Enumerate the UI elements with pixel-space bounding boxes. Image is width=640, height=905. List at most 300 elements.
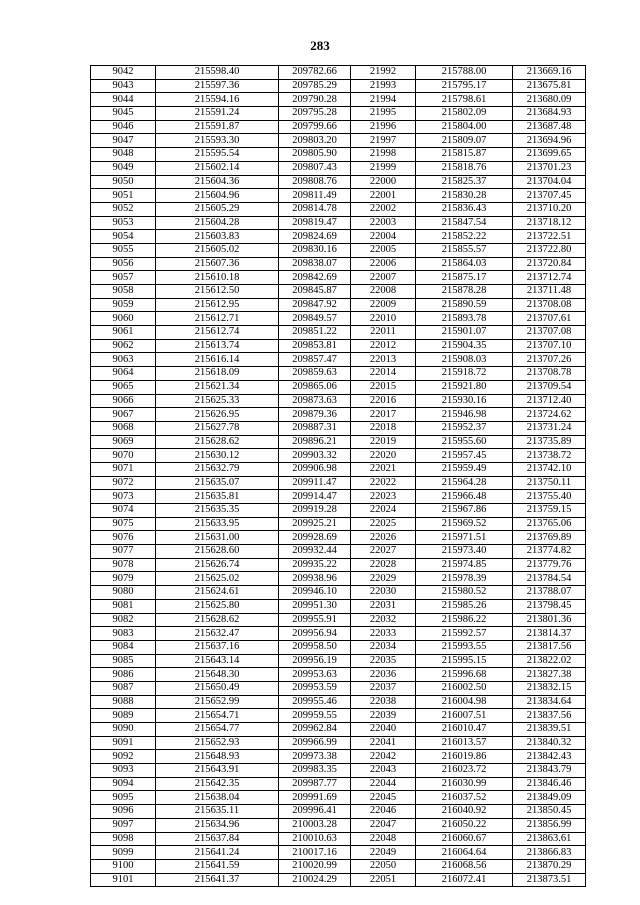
table-cell: 210010.63 (279, 832, 351, 846)
table-cell: 209838.07 (279, 257, 351, 271)
table-cell: 209987.77 (279, 777, 351, 791)
table-cell: 9087 (91, 681, 156, 695)
table-cell: 22034 (351, 640, 416, 654)
table-cell: 209805.90 (279, 148, 351, 162)
table-cell: 213832.15 (513, 681, 586, 695)
table-cell: 215836.43 (416, 202, 513, 216)
table-row (91, 449, 586, 463)
table-cell: 215595.54 (156, 148, 279, 162)
table-cell: 209958.50 (279, 640, 351, 654)
table-cell: 209814.78 (279, 202, 351, 216)
table-cell: 209849.57 (279, 312, 351, 326)
table-cell: 215855.57 (416, 243, 513, 257)
table-row (91, 545, 586, 559)
table-cell: 209857.47 (279, 353, 351, 367)
table-cell: 209865.06 (279, 380, 351, 394)
table-cell: 209938.96 (279, 572, 351, 586)
table-cell: 22000 (351, 175, 416, 189)
table-cell: 9085 (91, 654, 156, 668)
table-cell: 215632.47 (156, 627, 279, 641)
table-cell: 9051 (91, 189, 156, 203)
table-cell: 213788.07 (513, 586, 586, 600)
table-cell: 215612.71 (156, 312, 279, 326)
table-cell: 215638.04 (156, 791, 279, 805)
table-cell: 22028 (351, 558, 416, 572)
table-cell: 215818.76 (416, 161, 513, 175)
table-cell: 9076 (91, 531, 156, 545)
table-cell: 209911.47 (279, 476, 351, 490)
table-cell: 215973.40 (416, 545, 513, 559)
table-cell: 215985.26 (416, 599, 513, 613)
table-cell: 9090 (91, 723, 156, 737)
table-cell: 215641.59 (156, 859, 279, 873)
table-cell: 9042 (91, 66, 156, 80)
table-cell: 22019 (351, 435, 416, 449)
table-cell: 209962.84 (279, 723, 351, 737)
table-cell: 22047 (351, 818, 416, 832)
table-cell: 22042 (351, 750, 416, 764)
table-cell: 213765.06 (513, 517, 586, 531)
table-cell: 9045 (91, 107, 156, 121)
table-cell: 213738.72 (513, 449, 586, 463)
table-cell: 209807.43 (279, 161, 351, 175)
table-cell: 215597.36 (156, 79, 279, 93)
table-cell: 215613.74 (156, 339, 279, 353)
table-row (91, 243, 586, 257)
table-cell: 213873.51 (513, 873, 586, 887)
table-cell: 209790.28 (279, 93, 351, 107)
table-cell: 215628.62 (156, 613, 279, 627)
table-cell: 216023.72 (416, 764, 513, 778)
table-cell: 209959.55 (279, 709, 351, 723)
table-cell: 22030 (351, 586, 416, 600)
table-row (91, 120, 586, 134)
table-cell: 22020 (351, 449, 416, 463)
table-cell: 213684.93 (513, 107, 586, 121)
table-cell: 213827.38 (513, 668, 586, 682)
table-cell: 9095 (91, 791, 156, 805)
table-row (91, 202, 586, 216)
table-cell: 215591.24 (156, 107, 279, 121)
table-cell: 9067 (91, 408, 156, 422)
table-cell: 209956.19 (279, 654, 351, 668)
table-cell: 213680.09 (513, 93, 586, 107)
table-cell: 9088 (91, 695, 156, 709)
table-cell: 215654.71 (156, 709, 279, 723)
table-cell: 21998 (351, 148, 416, 162)
table-row (91, 695, 586, 709)
table-cell: 216013.57 (416, 736, 513, 750)
table-cell: 216019.86 (416, 750, 513, 764)
table-cell: 215955.60 (416, 435, 513, 449)
table-cell: 215648.30 (156, 668, 279, 682)
table-cell: 9063 (91, 353, 156, 367)
table-cell: 213675.81 (513, 79, 586, 93)
table-cell: 9061 (91, 326, 156, 340)
table-row (91, 723, 586, 737)
table-cell: 215612.50 (156, 285, 279, 299)
table-cell: 215610.18 (156, 271, 279, 285)
table-cell: 215957.45 (416, 449, 513, 463)
table-cell: 215652.93 (156, 736, 279, 750)
table-cell: 215627.78 (156, 421, 279, 435)
table-cell: 215635.07 (156, 476, 279, 490)
table-cell: 22024 (351, 504, 416, 518)
table-cell: 210017.16 (279, 846, 351, 860)
table-cell: 215875.17 (416, 271, 513, 285)
table-cell: 215893.78 (416, 312, 513, 326)
table-cell: 215635.11 (156, 805, 279, 819)
table-cell: 213814.37 (513, 627, 586, 641)
table-cell: 9070 (91, 449, 156, 463)
table-cell: 22002 (351, 202, 416, 216)
table-cell: 22008 (351, 285, 416, 299)
table-cell: 22049 (351, 846, 416, 860)
table-cell: 22041 (351, 736, 416, 750)
table-row (91, 298, 586, 312)
table-cell: 22009 (351, 298, 416, 312)
table-cell: 215641.37 (156, 873, 279, 887)
table-cell: 215852.22 (416, 230, 513, 244)
table-row (91, 435, 586, 449)
table-cell: 215815.87 (416, 148, 513, 162)
table-cell: 215864.03 (416, 257, 513, 271)
coordinates-table-body (91, 66, 586, 887)
table-cell: 22051 (351, 873, 416, 887)
table-cell: 215904.35 (416, 339, 513, 353)
table-cell: 9052 (91, 202, 156, 216)
table-cell: 215635.35 (156, 504, 279, 518)
table-cell: 213687.48 (513, 120, 586, 134)
table-cell: 215621.34 (156, 380, 279, 394)
table-cell: 209847.92 (279, 298, 351, 312)
table-row (91, 764, 586, 778)
table-cell: 209830.16 (279, 243, 351, 257)
table-cell: 209925.21 (279, 517, 351, 531)
table-cell: 213704.04 (513, 175, 586, 189)
table-cell: 9091 (91, 736, 156, 750)
table-cell: 210020.99 (279, 859, 351, 873)
table-cell: 216007.51 (416, 709, 513, 723)
table-cell: 22036 (351, 668, 416, 682)
table-cell: 209955.91 (279, 613, 351, 627)
table-cell: 209951.30 (279, 599, 351, 613)
table-cell: 9048 (91, 148, 156, 162)
table-cell: 213801.36 (513, 613, 586, 627)
table-cell: 209824.69 (279, 230, 351, 244)
table-row (91, 681, 586, 695)
table-cell: 21996 (351, 120, 416, 134)
table-cell: 213669.16 (513, 66, 586, 80)
table-cell: 209932.44 (279, 545, 351, 559)
table-row (91, 558, 586, 572)
table-cell: 213709.54 (513, 380, 586, 394)
table-cell: 22012 (351, 339, 416, 353)
table-cell: 215967.86 (416, 504, 513, 518)
table-cell: 216010.47 (416, 723, 513, 737)
table-cell: 215969.52 (416, 517, 513, 531)
table-cell: 209914.47 (279, 490, 351, 504)
table-cell: 9057 (91, 271, 156, 285)
table-cell: 22018 (351, 421, 416, 435)
table-cell: 9083 (91, 627, 156, 641)
table-cell: 9100 (91, 859, 156, 873)
table-cell: 209919.28 (279, 504, 351, 518)
table-cell: 209799.66 (279, 120, 351, 134)
table-cell: 213784.54 (513, 572, 586, 586)
table-cell: 9092 (91, 750, 156, 764)
table-cell: 22007 (351, 271, 416, 285)
table-row (91, 107, 586, 121)
table-cell: 215607.36 (156, 257, 279, 271)
table-cell: 22016 (351, 394, 416, 408)
table-cell: 209859.63 (279, 367, 351, 381)
table-row (91, 627, 586, 641)
table-cell: 22027 (351, 545, 416, 559)
table-cell: 9043 (91, 79, 156, 93)
table-row (91, 668, 586, 682)
table-cell: 22023 (351, 490, 416, 504)
table-row (91, 285, 586, 299)
table-cell: 215996.68 (416, 668, 513, 682)
table-cell: 22039 (351, 709, 416, 723)
table-cell: 213842.43 (513, 750, 586, 764)
table-cell: 215946.98 (416, 408, 513, 422)
table-row (91, 326, 586, 340)
table-cell: 215603.83 (156, 230, 279, 244)
table-cell: 22010 (351, 312, 416, 326)
table-cell: 209853.81 (279, 339, 351, 353)
table-cell: 209808.76 (279, 175, 351, 189)
table-row (91, 613, 586, 627)
table-row (91, 476, 586, 490)
table-cell: 213774.82 (513, 545, 586, 559)
table-cell: 213856.99 (513, 818, 586, 832)
table-cell: 215795.17 (416, 79, 513, 93)
table-row (91, 777, 586, 791)
table-cell: 213755.40 (513, 490, 586, 504)
table-cell: 215634.96 (156, 818, 279, 832)
table-row (91, 586, 586, 600)
table-cell: 22044 (351, 777, 416, 791)
table-cell: 22006 (351, 257, 416, 271)
table-cell: 213735.89 (513, 435, 586, 449)
table-cell: 9049 (91, 161, 156, 175)
table-row (91, 750, 586, 764)
table-cell: 215594.16 (156, 93, 279, 107)
table-cell: 22005 (351, 243, 416, 257)
table-row (91, 189, 586, 203)
table-cell: 216068.56 (416, 859, 513, 873)
table-cell: 213779.76 (513, 558, 586, 572)
table-cell: 215637.16 (156, 640, 279, 654)
table-cell: 215993.55 (416, 640, 513, 654)
table-row (91, 175, 586, 189)
table-cell: 215930.16 (416, 394, 513, 408)
table-cell: 9077 (91, 545, 156, 559)
table-cell: 215625.02 (156, 572, 279, 586)
table-row (91, 230, 586, 244)
table-row (91, 517, 586, 531)
table-cell: 215890.59 (416, 298, 513, 312)
table-row (91, 791, 586, 805)
table-cell: 215631.00 (156, 531, 279, 545)
table-cell: 215605.02 (156, 243, 279, 257)
table-cell: 22040 (351, 723, 416, 737)
table-row (91, 462, 586, 476)
table-row (91, 504, 586, 518)
table-cell: 209973.38 (279, 750, 351, 764)
table-cell: 213707.10 (513, 339, 586, 353)
table-cell: 22050 (351, 859, 416, 873)
table-cell: 215980.52 (416, 586, 513, 600)
table-cell: 215650.49 (156, 681, 279, 695)
table-cell: 215642.35 (156, 777, 279, 791)
table-cell: 213731.24 (513, 421, 586, 435)
table-cell: 215995.15 (416, 654, 513, 668)
table-cell: 21992 (351, 66, 416, 80)
table-cell: 9079 (91, 572, 156, 586)
table-cell: 213839.51 (513, 723, 586, 737)
table-row (91, 572, 586, 586)
table-cell: 215625.33 (156, 394, 279, 408)
table-cell: 213863.61 (513, 832, 586, 846)
table-cell: 213711.48 (513, 285, 586, 299)
table-cell: 215966.48 (416, 490, 513, 504)
table-cell: 215628.62 (156, 435, 279, 449)
table-cell: 22035 (351, 654, 416, 668)
table-cell: 22029 (351, 572, 416, 586)
table-cell: 215604.36 (156, 175, 279, 189)
table-cell: 216030.99 (416, 777, 513, 791)
table-cell: 209903.32 (279, 449, 351, 463)
table-cell: 21995 (351, 107, 416, 121)
table-cell: 215971.51 (416, 531, 513, 545)
table-row (91, 408, 586, 422)
table-cell: 215654.77 (156, 723, 279, 737)
table-cell: 213769.89 (513, 531, 586, 545)
table-cell: 215643.91 (156, 764, 279, 778)
table-cell: 9074 (91, 504, 156, 518)
table-cell: 213707.26 (513, 353, 586, 367)
table-cell: 22001 (351, 189, 416, 203)
page-number: 283 (310, 38, 330, 53)
table-cell: 215612.95 (156, 298, 279, 312)
table-cell: 22025 (351, 517, 416, 531)
table-row (91, 654, 586, 668)
table-cell: 9055 (91, 243, 156, 257)
table-cell: 215918.72 (416, 367, 513, 381)
table-cell: 21993 (351, 79, 416, 93)
table-row (91, 271, 586, 285)
table-row (91, 216, 586, 230)
table-cell: 209811.49 (279, 189, 351, 203)
table-row (91, 367, 586, 381)
table-row (91, 818, 586, 832)
table-cell: 215952.37 (416, 421, 513, 435)
table-cell: 216037.52 (416, 791, 513, 805)
table-cell: 215628.60 (156, 545, 279, 559)
table-cell: 22022 (351, 476, 416, 490)
table-cell: 22026 (351, 531, 416, 545)
table-cell: 9065 (91, 380, 156, 394)
table-cell: 213843.79 (513, 764, 586, 778)
table-cell: 215986.22 (416, 613, 513, 627)
table-cell: 209983.35 (279, 764, 351, 778)
table-row (91, 79, 586, 93)
table-cell: 22032 (351, 613, 416, 627)
table-cell: 213708.08 (513, 298, 586, 312)
table-cell: 9078 (91, 558, 156, 572)
table-cell: 215593.30 (156, 134, 279, 148)
table-cell: 213707.08 (513, 326, 586, 340)
table-row (91, 66, 586, 80)
table-cell: 9073 (91, 490, 156, 504)
table-row (91, 873, 586, 887)
table-cell: 213849.09 (513, 791, 586, 805)
table-cell: 9068 (91, 421, 156, 435)
table-cell: 22038 (351, 695, 416, 709)
table-cell: 213850.45 (513, 805, 586, 819)
table-cell: 9064 (91, 367, 156, 381)
table-cell: 9058 (91, 285, 156, 299)
table-cell: 9047 (91, 134, 156, 148)
table-cell: 215612.74 (156, 326, 279, 340)
table-cell: 22013 (351, 353, 416, 367)
table-cell: 215964.28 (416, 476, 513, 490)
table-cell: 9069 (91, 435, 156, 449)
table-cell: 215992.57 (416, 627, 513, 641)
table-row (91, 312, 586, 326)
table-cell: 213718.12 (513, 216, 586, 230)
table-cell: 215847.54 (416, 216, 513, 230)
table-cell: 213846.46 (513, 777, 586, 791)
table-cell: 215908.03 (416, 353, 513, 367)
table-cell: 209845.87 (279, 285, 351, 299)
table-cell: 9097 (91, 818, 156, 832)
table-cell: 9096 (91, 805, 156, 819)
table-cell: 9066 (91, 394, 156, 408)
table-cell: 209782.66 (279, 66, 351, 80)
table-cell: 213722.80 (513, 243, 586, 257)
table-cell: 215626.95 (156, 408, 279, 422)
table-cell: 215825.37 (416, 175, 513, 189)
table-row (91, 380, 586, 394)
table-cell: 22003 (351, 216, 416, 230)
table-cell: 213822.02 (513, 654, 586, 668)
table-cell: 216004.98 (416, 695, 513, 709)
table-row (91, 832, 586, 846)
table-cell: 9062 (91, 339, 156, 353)
table-row (91, 490, 586, 504)
table-cell: 213840.32 (513, 736, 586, 750)
table-cell: 9082 (91, 613, 156, 627)
table-cell: 213759.15 (513, 504, 586, 518)
table-cell: 213817.56 (513, 640, 586, 654)
table-cell: 9046 (91, 120, 156, 134)
table-cell: 209953.59 (279, 681, 351, 695)
table-cell: 22031 (351, 599, 416, 613)
table-cell: 215625.80 (156, 599, 279, 613)
table-row (91, 93, 586, 107)
coordinates-table (90, 65, 586, 887)
table-cell: 215632.79 (156, 462, 279, 476)
table-cell: 215809.07 (416, 134, 513, 148)
table-row (91, 339, 586, 353)
table-cell: 215626.74 (156, 558, 279, 572)
table-cell: 215830.28 (416, 189, 513, 203)
table-cell: 213724.62 (513, 408, 586, 422)
